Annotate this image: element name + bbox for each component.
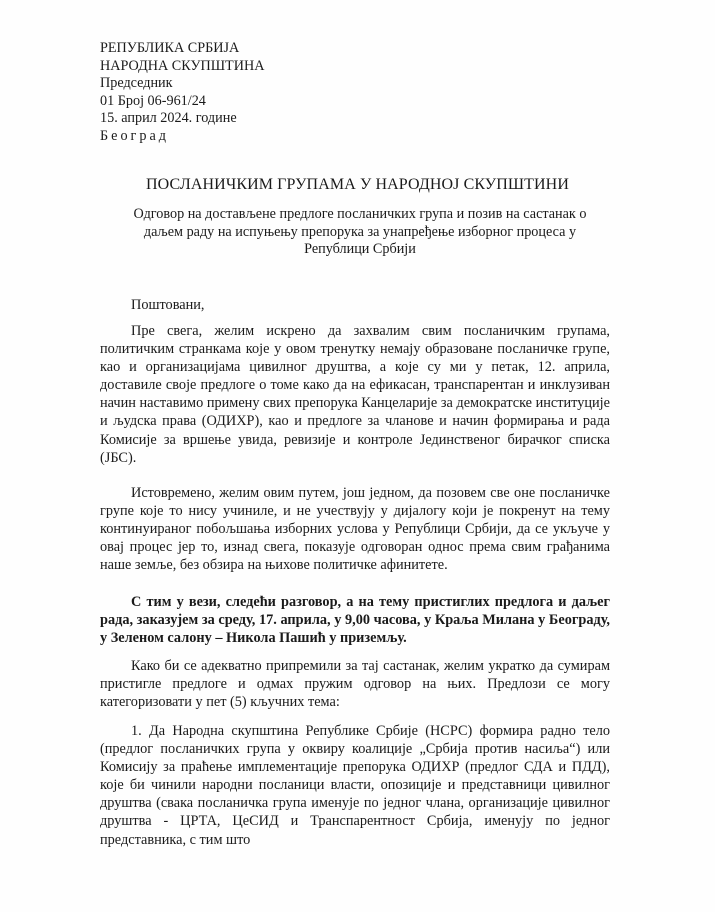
- header-role: Председник: [100, 75, 173, 91]
- header-republic: РЕПУБЛИКА СРБИЈА: [100, 40, 240, 56]
- paragraph-2: Истовремено, желим овим путем, још једном, да позовем све оне посланичке групе које то нису учиниле, и не учествују у дијалогу који је покренут на тему континуираног побољшања изборних услова у Републици Србији, да се укључе у овај процес јер то, изнад свега, показује одговоран однос према свим грађанима наше земље, без обзира на њихове политичке афинитете.: [100, 485, 610, 574]
- letter-subtitle: Одговор на достављене предлоге посланичких група и позив на састанак о даљем раду на испуњењу препорука за унапређење изборног процеса у Републици Србији: [133, 206, 587, 257]
- letter-title: ПОСЛАНИЧКИМ ГРУПАМА У НАРОДНОЈ СКУПШТИНИ: [146, 176, 569, 193]
- header-date: 15. април 2024. године: [100, 110, 237, 126]
- paragraph-5-item-1: 1. Да Народна скупштина Републике Србије (НСРС) формира радно тело (предлог посланичких група у оквиру коалиције „Србија против насиља“) или Комисију за праћење имплементације препорука ОДИХР (предлог СДА и ПДД), које би чинили народни посланици власти, опозиције и представници цивилног друштва (свака посланичка група именује по једног члана, организације цивилног друштва - ЦРТА, ЦеСИД и Транспарентност Србија, именују по једног представника, с тим што: [100, 723, 610, 848]
- header-assembly: НАРОДНА СКУПШТИНА: [100, 57, 265, 74]
- paragraph-1: Пре свега, желим искрено да захвалим свим посланичким групама, политичким странкама које у овом тренутку немају образоване посланичке групе, као и организацијама цивилног друштва, а које су ми у петак, 12. априла, доставиле своје предлоге о томе како да на ефикасан, транспарентан и инклузиван начин наставимо примену свих препорука Канцеларије за демократске институције и људска права (ОДИХР), као и предлоге за чланове и начин формирања и рада Комисије за вршење увида, ревизије и контроле Јединственог бирачког списка (ЈБС).: [100, 323, 610, 466]
- header-city: Београд: [100, 127, 169, 144]
- letter-header: [100, 40, 264, 145]
- header-number: 01 Број 06-961/24: [100, 92, 206, 109]
- paragraph-4: Како би се адекватно припремили за тај састанак, желим укратко да сумирам пристигле предлоге и одмах пружим одговор на њих. Предлози се могу категоризовати у пет (5) кључних тема:: [100, 658, 610, 711]
- salutation: Поштовани,: [131, 297, 205, 313]
- paragraph-3-meeting: С тим у вези, следећи разговор, а на тему пристиглих предлога и даљег рада, заказујем за среду, 17. априла, у 9,00 часова, у Краља Милана у Београду, у Зеленом салону – Никола Пашић у приземљу.: [100, 594, 610, 647]
